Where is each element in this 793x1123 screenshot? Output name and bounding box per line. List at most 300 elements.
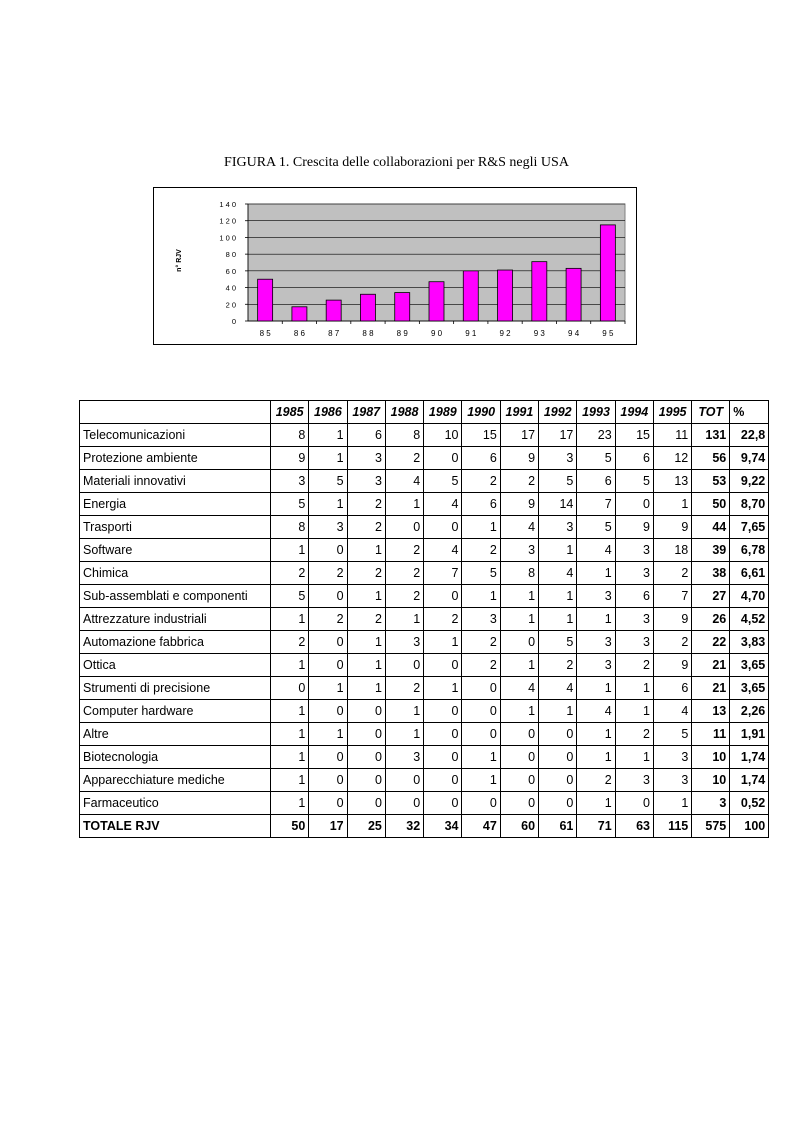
bar xyxy=(429,282,444,321)
table-row xyxy=(80,516,769,539)
pct-cell: 3,65 xyxy=(730,677,769,700)
value-cell: 0 xyxy=(309,746,347,769)
bar xyxy=(600,225,615,321)
tot-cell: 21 xyxy=(692,654,730,677)
value-cell: 1 xyxy=(385,700,423,723)
value-cell: 0 xyxy=(385,516,423,539)
value-cell: 1 xyxy=(577,562,615,585)
value-cell: 4 xyxy=(653,700,691,723)
row-label: Apparecchiature mediche xyxy=(80,769,271,792)
value-cell: 5 xyxy=(309,470,347,493)
pct-cell: 1,74 xyxy=(730,746,769,769)
value-cell: 2 xyxy=(500,470,538,493)
table-row xyxy=(80,562,769,585)
header-cell: 1994 xyxy=(615,401,653,424)
value-cell: 0 xyxy=(539,792,577,815)
value-cell: 5 xyxy=(577,516,615,539)
chart-svg xyxy=(154,188,636,344)
value-cell: 3 xyxy=(347,470,385,493)
value-cell: 5 xyxy=(539,470,577,493)
value-cell: 0 xyxy=(309,585,347,608)
y-tick-label: 0 xyxy=(231,317,236,326)
bar xyxy=(258,279,273,321)
value-cell: 1 xyxy=(539,539,577,562)
value-cell: 2 xyxy=(309,608,347,631)
value-cell: 0 xyxy=(385,792,423,815)
bar xyxy=(292,307,307,321)
value-cell: 5 xyxy=(462,562,500,585)
value-cell: 1 xyxy=(347,585,385,608)
value-cell: 17 xyxy=(539,424,577,447)
tot-cell: 10 xyxy=(692,769,730,792)
value-cell: 0 xyxy=(539,769,577,792)
x-tick-label: 8 9 xyxy=(396,329,408,338)
table-row xyxy=(80,677,769,700)
table-row xyxy=(80,700,769,723)
value-cell: 0 xyxy=(424,792,462,815)
value-cell: 3 xyxy=(385,631,423,654)
header-cell: 1993 xyxy=(577,401,615,424)
value-cell: 5 xyxy=(271,585,309,608)
tot-cell: 13 xyxy=(692,700,730,723)
value-cell: 2 xyxy=(462,470,500,493)
value-cell: 5 xyxy=(539,631,577,654)
row-label: Automazione fabbrica xyxy=(80,631,271,654)
value-cell: 1 xyxy=(347,654,385,677)
row-label: Computer hardware xyxy=(80,700,271,723)
pct-cell: 22,8 xyxy=(730,424,769,447)
value-cell: 1 xyxy=(653,493,691,516)
tot-cell: 50 xyxy=(692,493,730,516)
value-cell: 4 xyxy=(539,677,577,700)
table-row xyxy=(80,608,769,631)
value-cell: 3 xyxy=(539,516,577,539)
value-cell: 1 xyxy=(309,723,347,746)
value-cell: 2 xyxy=(271,562,309,585)
value-cell: 0 xyxy=(347,723,385,746)
value-cell: 1 xyxy=(271,746,309,769)
value-cell: 0 xyxy=(424,654,462,677)
value-cell: 9 xyxy=(500,493,538,516)
value-cell: 3 xyxy=(653,746,691,769)
tot-cell: 56 xyxy=(692,447,730,470)
value-cell: 3 xyxy=(577,631,615,654)
value-cell: 1 xyxy=(309,424,347,447)
value-cell: 2 xyxy=(347,516,385,539)
value-cell: 4 xyxy=(500,516,538,539)
value-cell: 1 xyxy=(539,608,577,631)
row-label: Telecomunicazioni xyxy=(80,424,271,447)
value-cell: 47 xyxy=(462,815,500,838)
pct-cell: 1,74 xyxy=(730,769,769,792)
pct-cell: 100 xyxy=(730,815,769,838)
pct-cell: 3,83 xyxy=(730,631,769,654)
value-cell: 0 xyxy=(424,769,462,792)
header-cell: 1995 xyxy=(653,401,691,424)
value-cell: 1 xyxy=(539,700,577,723)
table-row xyxy=(80,723,769,746)
value-cell: 1 xyxy=(271,700,309,723)
value-cell: 1 xyxy=(271,792,309,815)
value-cell: 2 xyxy=(577,769,615,792)
value-cell: 0 xyxy=(424,447,462,470)
y-tick-label: 1 2 0 xyxy=(219,216,236,226)
value-cell: 1 xyxy=(462,516,500,539)
table-row xyxy=(80,470,769,493)
pct-cell: 8,70 xyxy=(730,493,769,516)
pct-cell: 3,65 xyxy=(730,654,769,677)
table-row xyxy=(80,585,769,608)
value-cell: 8 xyxy=(271,424,309,447)
value-cell: 0 xyxy=(424,585,462,608)
value-cell: 3 xyxy=(539,447,577,470)
table-row xyxy=(80,654,769,677)
bar xyxy=(326,300,341,321)
x-tick-label: 9 0 xyxy=(430,329,443,338)
header-cell: 1987 xyxy=(347,401,385,424)
value-cell: 0 xyxy=(424,746,462,769)
value-cell: 17 xyxy=(309,815,347,838)
value-cell: 1 xyxy=(309,493,347,516)
value-cell: 0 xyxy=(309,769,347,792)
value-cell: 0 xyxy=(424,700,462,723)
value-cell: 3 xyxy=(309,516,347,539)
y-tick-label: 2 0 xyxy=(225,300,236,310)
value-cell: 71 xyxy=(577,815,615,838)
value-cell: 63 xyxy=(615,815,653,838)
value-cell: 1 xyxy=(577,723,615,746)
value-cell: 2 xyxy=(424,608,462,631)
value-cell: 2 xyxy=(539,654,577,677)
value-cell: 2 xyxy=(385,562,423,585)
value-cell: 1 xyxy=(271,539,309,562)
value-cell: 2 xyxy=(653,631,691,654)
value-cell: 3 xyxy=(271,470,309,493)
table-row xyxy=(80,792,769,815)
value-cell: 9 xyxy=(271,447,309,470)
value-cell: 6 xyxy=(615,585,653,608)
bar xyxy=(463,271,478,321)
x-tick-label: 9 3 xyxy=(533,329,545,338)
value-cell: 2 xyxy=(615,723,653,746)
pct-cell: 7,65 xyxy=(730,516,769,539)
value-cell: 0 xyxy=(347,700,385,723)
bar xyxy=(532,262,547,321)
value-cell: 5 xyxy=(653,723,691,746)
value-cell: 9 xyxy=(500,447,538,470)
value-cell: 3 xyxy=(615,539,653,562)
x-tick-label: 9 4 xyxy=(568,329,580,338)
value-cell: 0 xyxy=(309,700,347,723)
value-cell: 115 xyxy=(653,815,691,838)
y-tick-label: 6 0 xyxy=(225,266,236,276)
value-cell: 0 xyxy=(424,516,462,539)
row-label: Farmaceutico xyxy=(80,792,271,815)
tot-cell: 26 xyxy=(692,608,730,631)
value-cell: 14 xyxy=(539,493,577,516)
value-cell: 1 xyxy=(615,677,653,700)
value-cell: 3 xyxy=(615,562,653,585)
value-cell: 0 xyxy=(500,631,538,654)
value-cell: 1 xyxy=(424,631,462,654)
value-cell: 3 xyxy=(615,608,653,631)
value-cell: 0 xyxy=(309,792,347,815)
pct-cell: 1,91 xyxy=(730,723,769,746)
tot-cell: 3 xyxy=(692,792,730,815)
value-cell: 2 xyxy=(385,447,423,470)
value-cell: 1 xyxy=(385,608,423,631)
pct-cell: 2,26 xyxy=(730,700,769,723)
value-cell: 1 xyxy=(653,792,691,815)
value-cell: 0 xyxy=(462,792,500,815)
value-cell: 3 xyxy=(615,769,653,792)
value-cell: 1 xyxy=(462,769,500,792)
value-cell: 25 xyxy=(347,815,385,838)
value-cell: 3 xyxy=(577,585,615,608)
value-cell: 3 xyxy=(615,631,653,654)
table-row xyxy=(80,631,769,654)
value-cell: 1 xyxy=(309,677,347,700)
value-cell: 0 xyxy=(347,792,385,815)
value-cell: 1 xyxy=(500,654,538,677)
pct-cell: 9,74 xyxy=(730,447,769,470)
value-cell: 0 xyxy=(462,677,500,700)
value-cell: 0 xyxy=(347,746,385,769)
value-cell: 5 xyxy=(424,470,462,493)
tot-cell: 38 xyxy=(692,562,730,585)
x-tick-label: 9 1 xyxy=(465,329,477,338)
header-cell: 1991 xyxy=(500,401,538,424)
value-cell: 1 xyxy=(615,746,653,769)
x-tick-label: 8 5 xyxy=(259,329,271,338)
value-cell: 3 xyxy=(653,769,691,792)
value-cell: 1 xyxy=(500,700,538,723)
header-cell: 1988 xyxy=(385,401,423,424)
value-cell: 1 xyxy=(577,746,615,769)
bar xyxy=(395,293,410,321)
value-cell: 4 xyxy=(424,539,462,562)
header-blank xyxy=(80,401,271,424)
value-cell: 1 xyxy=(539,585,577,608)
value-cell: 3 xyxy=(577,654,615,677)
value-cell: 6 xyxy=(615,447,653,470)
value-cell: 7 xyxy=(424,562,462,585)
row-label: Protezione ambiente xyxy=(80,447,271,470)
value-cell: 1 xyxy=(615,700,653,723)
value-cell: 2 xyxy=(462,539,500,562)
value-cell: 7 xyxy=(577,493,615,516)
value-cell: 6 xyxy=(462,447,500,470)
value-cell: 1 xyxy=(347,539,385,562)
value-cell: 2 xyxy=(385,677,423,700)
bar xyxy=(498,270,513,321)
value-cell: 5 xyxy=(271,493,309,516)
value-cell: 2 xyxy=(462,631,500,654)
value-cell: 0 xyxy=(385,769,423,792)
value-cell: 15 xyxy=(462,424,500,447)
value-cell: 2 xyxy=(347,608,385,631)
pct-cell: 6,78 xyxy=(730,539,769,562)
x-tick-label: 9 5 xyxy=(602,329,614,338)
value-cell: 1 xyxy=(385,723,423,746)
value-cell: 9 xyxy=(653,608,691,631)
tot-cell: 11 xyxy=(692,723,730,746)
row-label: Ottica xyxy=(80,654,271,677)
row-label: Attrezzature industriali xyxy=(80,608,271,631)
row-label: Software xyxy=(80,539,271,562)
value-cell: 1 xyxy=(577,792,615,815)
value-cell: 6 xyxy=(577,470,615,493)
value-cell: 2 xyxy=(653,562,691,585)
value-cell: 0 xyxy=(615,792,653,815)
value-cell: 3 xyxy=(462,608,500,631)
pct-cell: 9,22 xyxy=(730,470,769,493)
row-label: Materiali innovativi xyxy=(80,470,271,493)
row-label: Chimica xyxy=(80,562,271,585)
value-cell: 3 xyxy=(500,539,538,562)
tot-cell: 44 xyxy=(692,516,730,539)
value-cell: 3 xyxy=(385,746,423,769)
value-cell: 0 xyxy=(615,493,653,516)
header-cell: 1986 xyxy=(309,401,347,424)
table-row xyxy=(80,769,769,792)
value-cell: 1 xyxy=(424,677,462,700)
value-cell: 0 xyxy=(539,723,577,746)
row-label: Sub-assemblati e componenti xyxy=(80,585,271,608)
x-tick-label: 8 6 xyxy=(293,329,305,338)
value-cell: 0 xyxy=(462,723,500,746)
value-cell: 9 xyxy=(653,654,691,677)
value-cell: 11 xyxy=(653,424,691,447)
value-cell: 34 xyxy=(424,815,462,838)
value-cell: 0 xyxy=(500,723,538,746)
pct-cell: 4,52 xyxy=(730,608,769,631)
value-cell: 3 xyxy=(347,447,385,470)
value-cell: 6 xyxy=(653,677,691,700)
value-cell: 4 xyxy=(577,539,615,562)
value-cell: 8 xyxy=(385,424,423,447)
value-cell: 1 xyxy=(309,447,347,470)
value-cell: 10 xyxy=(424,424,462,447)
header-cell: 1990 xyxy=(462,401,500,424)
table-row xyxy=(80,493,769,516)
table-row xyxy=(80,424,769,447)
value-cell: 6 xyxy=(347,424,385,447)
value-cell: 0 xyxy=(347,769,385,792)
tot-cell: 22 xyxy=(692,631,730,654)
value-cell: 0 xyxy=(539,746,577,769)
value-cell: 4 xyxy=(500,677,538,700)
value-cell: 1 xyxy=(462,746,500,769)
value-cell: 1 xyxy=(271,654,309,677)
value-cell: 6 xyxy=(462,493,500,516)
value-cell: 4 xyxy=(577,700,615,723)
header-cell: 1985 xyxy=(271,401,309,424)
y-axis-label: n° RJV xyxy=(176,249,183,272)
header-cell: TOT xyxy=(692,401,730,424)
tot-cell: 131 xyxy=(692,424,730,447)
pct-cell: 4,70 xyxy=(730,585,769,608)
value-cell: 1 xyxy=(577,608,615,631)
y-tick-label: 1 0 0 xyxy=(219,233,236,243)
x-tick-label: 8 7 xyxy=(328,329,340,338)
pct-cell: 6,61 xyxy=(730,562,769,585)
value-cell: 1 xyxy=(500,608,538,631)
value-cell: 8 xyxy=(271,516,309,539)
value-cell: 12 xyxy=(653,447,691,470)
value-cell: 15 xyxy=(615,424,653,447)
value-cell: 1 xyxy=(347,631,385,654)
tot-cell: 27 xyxy=(692,585,730,608)
value-cell: 50 xyxy=(271,815,309,838)
row-label: Energia xyxy=(80,493,271,516)
value-cell: 0 xyxy=(271,677,309,700)
bar xyxy=(566,268,581,321)
rjv-table xyxy=(79,400,769,838)
x-tick-label: 8 8 xyxy=(362,329,374,338)
row-label: Strumenti di precisione xyxy=(80,677,271,700)
total-row xyxy=(80,815,769,838)
value-cell: 60 xyxy=(500,815,538,838)
header-cell: 1992 xyxy=(539,401,577,424)
value-cell: 7 xyxy=(653,585,691,608)
value-cell: 0 xyxy=(424,723,462,746)
value-cell: 61 xyxy=(539,815,577,838)
value-cell: 0 xyxy=(500,792,538,815)
value-cell: 8 xyxy=(500,562,538,585)
bar xyxy=(360,294,375,321)
table-row xyxy=(80,539,769,562)
value-cell: 1 xyxy=(271,723,309,746)
y-tick-label: 4 0 xyxy=(225,283,236,293)
tot-cell: 10 xyxy=(692,746,730,769)
value-cell: 23 xyxy=(577,424,615,447)
table-header-row xyxy=(80,401,769,424)
value-cell: 32 xyxy=(385,815,423,838)
value-cell: 5 xyxy=(615,470,653,493)
value-cell: 5 xyxy=(577,447,615,470)
value-cell: 0 xyxy=(385,654,423,677)
value-cell: 18 xyxy=(653,539,691,562)
row-label: Biotecnologia xyxy=(80,746,271,769)
row-label: Trasporti xyxy=(80,516,271,539)
value-cell: 4 xyxy=(424,493,462,516)
y-tick-label: 1 4 0 xyxy=(219,200,236,209)
y-tick-label: 8 0 xyxy=(225,250,236,260)
tot-cell: 39 xyxy=(692,539,730,562)
value-cell: 2 xyxy=(347,493,385,516)
value-cell: 2 xyxy=(462,654,500,677)
value-cell: 0 xyxy=(500,769,538,792)
tot-cell: 575 xyxy=(692,815,730,838)
value-cell: 9 xyxy=(653,516,691,539)
value-cell: 0 xyxy=(309,654,347,677)
value-cell: 1 xyxy=(271,769,309,792)
value-cell: 0 xyxy=(309,539,347,562)
value-cell: 17 xyxy=(500,424,538,447)
value-cell: 9 xyxy=(615,516,653,539)
pct-cell: 0,52 xyxy=(730,792,769,815)
tot-cell: 53 xyxy=(692,470,730,493)
value-cell: 0 xyxy=(309,631,347,654)
value-cell: 1 xyxy=(577,677,615,700)
header-cell: 1989 xyxy=(424,401,462,424)
value-cell: 4 xyxy=(539,562,577,585)
figure-title: FIGURA 1. Crescita delle collaborazioni per R&S negli USA xyxy=(224,155,569,170)
x-tick-label: 9 2 xyxy=(499,329,511,338)
value-cell: 4 xyxy=(385,470,423,493)
value-cell: 2 xyxy=(385,539,423,562)
